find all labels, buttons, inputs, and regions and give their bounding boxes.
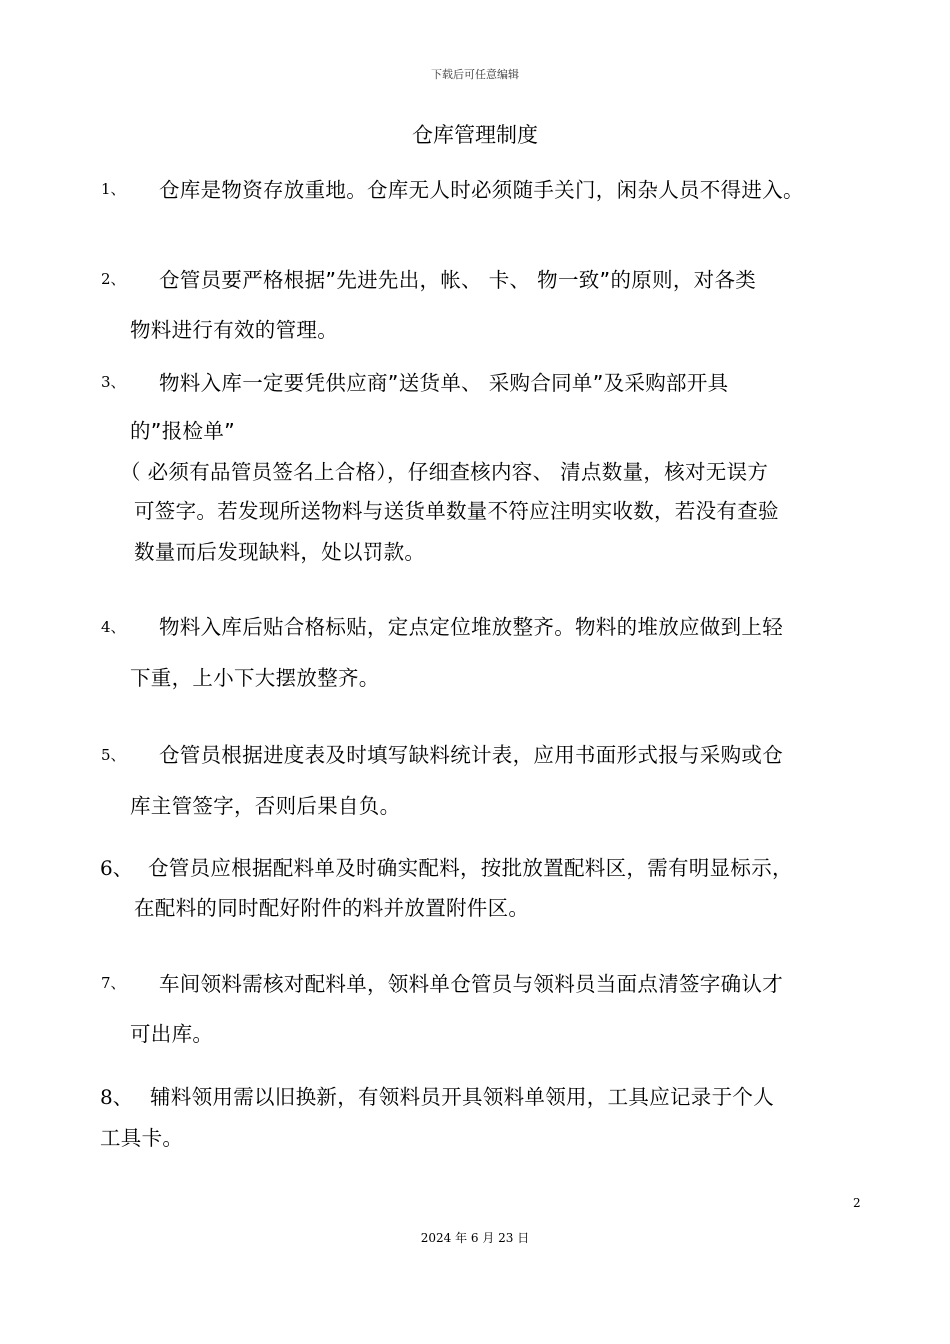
item-text-line: 物料入库后贴合格标贴，定点定位堆放整齐。物料的堆放应做到上轻 bbox=[159, 615, 783, 639]
item-text-line: 的”报检单” bbox=[130, 419, 236, 443]
item-number: 1、 bbox=[101, 180, 126, 198]
item-text-line: 工具卡。 bbox=[100, 1126, 184, 1150]
page-header: 下载后可任意编辑 bbox=[431, 68, 519, 81]
item-text-line: 下重，上小下大摆放整齐。 bbox=[130, 666, 380, 690]
item-text-line: 可出库。 bbox=[130, 1022, 214, 1046]
item-text-line: 辅料领用需以旧换新，有领料员开具领料单领用，工具应记录于个人 bbox=[150, 1085, 774, 1109]
item-text-line: 库主管签字，否则后果自负。 bbox=[130, 794, 401, 818]
item-number: 6、 bbox=[100, 856, 133, 880]
item-text-line: 数量而后发现缺料，处以罚款。 bbox=[134, 540, 426, 564]
item-text-line: 仓管员根据进度表及时填写缺料统计表，应用书面形式报与采购或仓 bbox=[159, 743, 783, 767]
page-footer-date: 2024 年 6 月 23 日 bbox=[420, 1231, 530, 1245]
item-text-line: （ 必须有品管员签名上合格），仔细查核内容、 清点数量，核对无误方 bbox=[120, 460, 769, 484]
item-number: 2、 bbox=[101, 270, 126, 288]
item-number: 3、 bbox=[101, 373, 126, 391]
item-number: 8、 bbox=[100, 1085, 133, 1109]
page-number: 2 bbox=[853, 1196, 861, 1210]
item-number: 4、 bbox=[101, 618, 126, 636]
item-text-line: 车间领料需核对配料单，领料单仓管员与领料员当面点清签字确认才 bbox=[159, 972, 783, 996]
item-text-line: 在配料的同时配好附件的料并放置附件区。 bbox=[134, 896, 530, 920]
item-text-line: 仓管员要严格根据”先进先出，帐、 卡、 物一致”的原则，对各类 bbox=[159, 268, 757, 292]
item-number: 7、 bbox=[101, 974, 126, 992]
item-number: 5、 bbox=[101, 746, 126, 764]
item-text-line: 仓管员应根据配料单及时确实配料，按批放置配料区，需有明显标示， bbox=[148, 856, 793, 880]
item-text-line: 可签字。若发现所送物料与送货单数量不符应注明实收数，若没有查验 bbox=[134, 499, 779, 523]
document-title: 仓库管理制度 bbox=[412, 123, 538, 147]
item-text-line: 物料进行有效的管理。 bbox=[130, 318, 338, 342]
item-text-line: 仓库是物资存放重地。仓库无人时必须随手关门，闲杂人员不得进入。 bbox=[159, 178, 804, 202]
item-text-line: 物料入库一定要凭供应商”送货单、 采购合同单”及采购部开具 bbox=[159, 371, 729, 395]
